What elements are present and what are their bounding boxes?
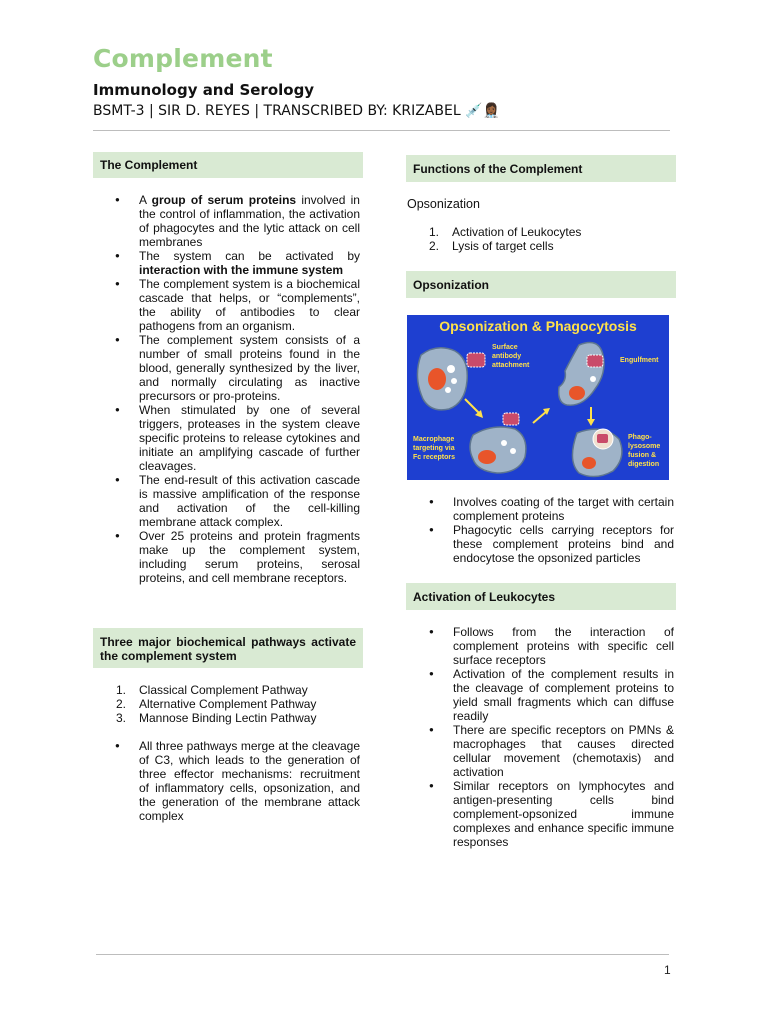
list-item: ● Similar receptors on lymphocytes and antigen-presenting cells bind complement-opsonized immune complexes and enhance specific immune responses (429, 779, 674, 849)
list-item: ● The complement system is a biochemical cascade that helps, or “complements”, the ability of antibodies to clear pathogens from an organism. (115, 277, 360, 333)
pathways-list (116, 683, 361, 725)
section-heading-text: Three major biochemical pathways activate the complement system (100, 635, 356, 663)
section-heading-text: Functions of the Complement (413, 162, 583, 176)
label-phago-3: fusion & (628, 452, 656, 459)
list-item: ● When stimulated by one of several triggers, proteases in the system cleave specific proteins to release cytokines and initiate an amplifying cascade of further cleavages. (115, 403, 360, 473)
label-surface-3: attachment (492, 362, 530, 369)
figure-illustration (407, 315, 669, 480)
macrophage-cell-icon (417, 348, 467, 410)
activation-bullet-list (429, 625, 674, 849)
list-item: 2. Alternative Complement Pathway (116, 697, 317, 711)
bottom-divider (96, 954, 669, 955)
list-item: 1. Classical Complement Pathway (116, 683, 308, 697)
document-title: Complement (93, 44, 273, 73)
functions-list (429, 225, 674, 253)
opsonization-bullet-list (429, 495, 674, 565)
section-heading-text: Opsonization (413, 278, 489, 292)
label-macrophage-2: targeting via (413, 445, 455, 452)
label-macrophage-3: Fc receptors (413, 454, 456, 461)
section-heading-opsonization (406, 271, 676, 298)
figure-title: Opsonization & Phagocytosis (439, 318, 637, 334)
section-heading-text: The Complement (100, 158, 198, 172)
section-heading-pathways (93, 628, 363, 668)
label-phago-1: Phago- (628, 434, 652, 441)
list-item: 1. Activation of Leukocytes (429, 225, 582, 239)
section-heading-functions (406, 155, 676, 182)
phagolysosome-cell-icon (572, 429, 621, 477)
page-number: 1 (664, 963, 671, 977)
label-macrophage-1: Macrophage (413, 436, 455, 443)
opsonization-phagocytosis-figure (407, 315, 669, 480)
label-phago-4: digestion (628, 461, 660, 468)
list-item: ● The complement system consists of a number of small proteins found in the blood, generally synthesized by the liver, and normally circulating as inactive precursors or pro-proteins. (115, 333, 360, 403)
list-item: ● Phagocytic cells carrying receptors for these complement proteins bind and endocytose the opsonized particles (429, 523, 674, 565)
list-item: ● The system can be activated by interaction with the immune system (115, 249, 360, 277)
label-phago-2: lysosome (628, 443, 661, 450)
document-meta (93, 103, 500, 119)
meta-emoji: 💉👩🏾‍⚕️ (465, 103, 500, 119)
pathways-bullet-list (115, 739, 360, 823)
list-item: ● Involves coating of the target with certain complement proteins (429, 495, 674, 523)
macrophage-cell-icon (470, 427, 526, 473)
list-item: 2. Lysis of target cells (429, 239, 554, 253)
label-surface-1: Surface (492, 344, 518, 351)
section-heading-the-complement (93, 152, 363, 178)
complement-bullet-list (115, 193, 360, 585)
opsonization-subheading: Opsonization (407, 197, 480, 211)
section-heading-activation (406, 583, 676, 610)
meta-text: BSMT-3 | SIR D. REYES | TRANSCRIBED BY: KRIZABEL (93, 103, 461, 119)
label-engulfment: Engulfment (620, 357, 659, 364)
top-divider (93, 130, 670, 131)
list-item: ● Activation of the complement results in the cleavage of complement proteins to yield small fragments which can diffuse readily (429, 667, 674, 723)
document-subtitle: Immunology and Serology (93, 81, 315, 99)
bacterium-icon (503, 413, 519, 425)
list-item: ● Follows from the interaction of complement proteins with specific cell surface receptors (429, 625, 674, 667)
list-item: ● The end-result of this activation cascade is massive amplification of the response and activation of the cell-killing membrane attack complex. (115, 473, 360, 529)
list-item: ● All three pathways merge at the cleavage of C3, which leads to the generation of three effector mechanisms: recruitment of inflammatory cells, opsonization, and the generation of the membrane attack complex (115, 739, 360, 823)
list-item: ● A group of serum proteins involved in the control of inflammation, the activation of phagocytes and the lytic attack on cell membranes (115, 193, 360, 249)
list-item: 3. Mannose Binding Lectin Pathway (116, 711, 317, 725)
list-item: ● There are specific receptors on PMNs & macrophages that causes directed cellular movement (chemotaxis) and activation (429, 723, 674, 779)
label-surface-2: antibody (492, 353, 522, 360)
section-heading-text: Activation of Leukocytes (413, 590, 556, 604)
bacterium-icon (467, 353, 485, 367)
list-item: ● Over 25 proteins and protein fragments make up the complement system, including serum proteins, serosal proteins, and cell membrane receptors. (115, 529, 360, 585)
